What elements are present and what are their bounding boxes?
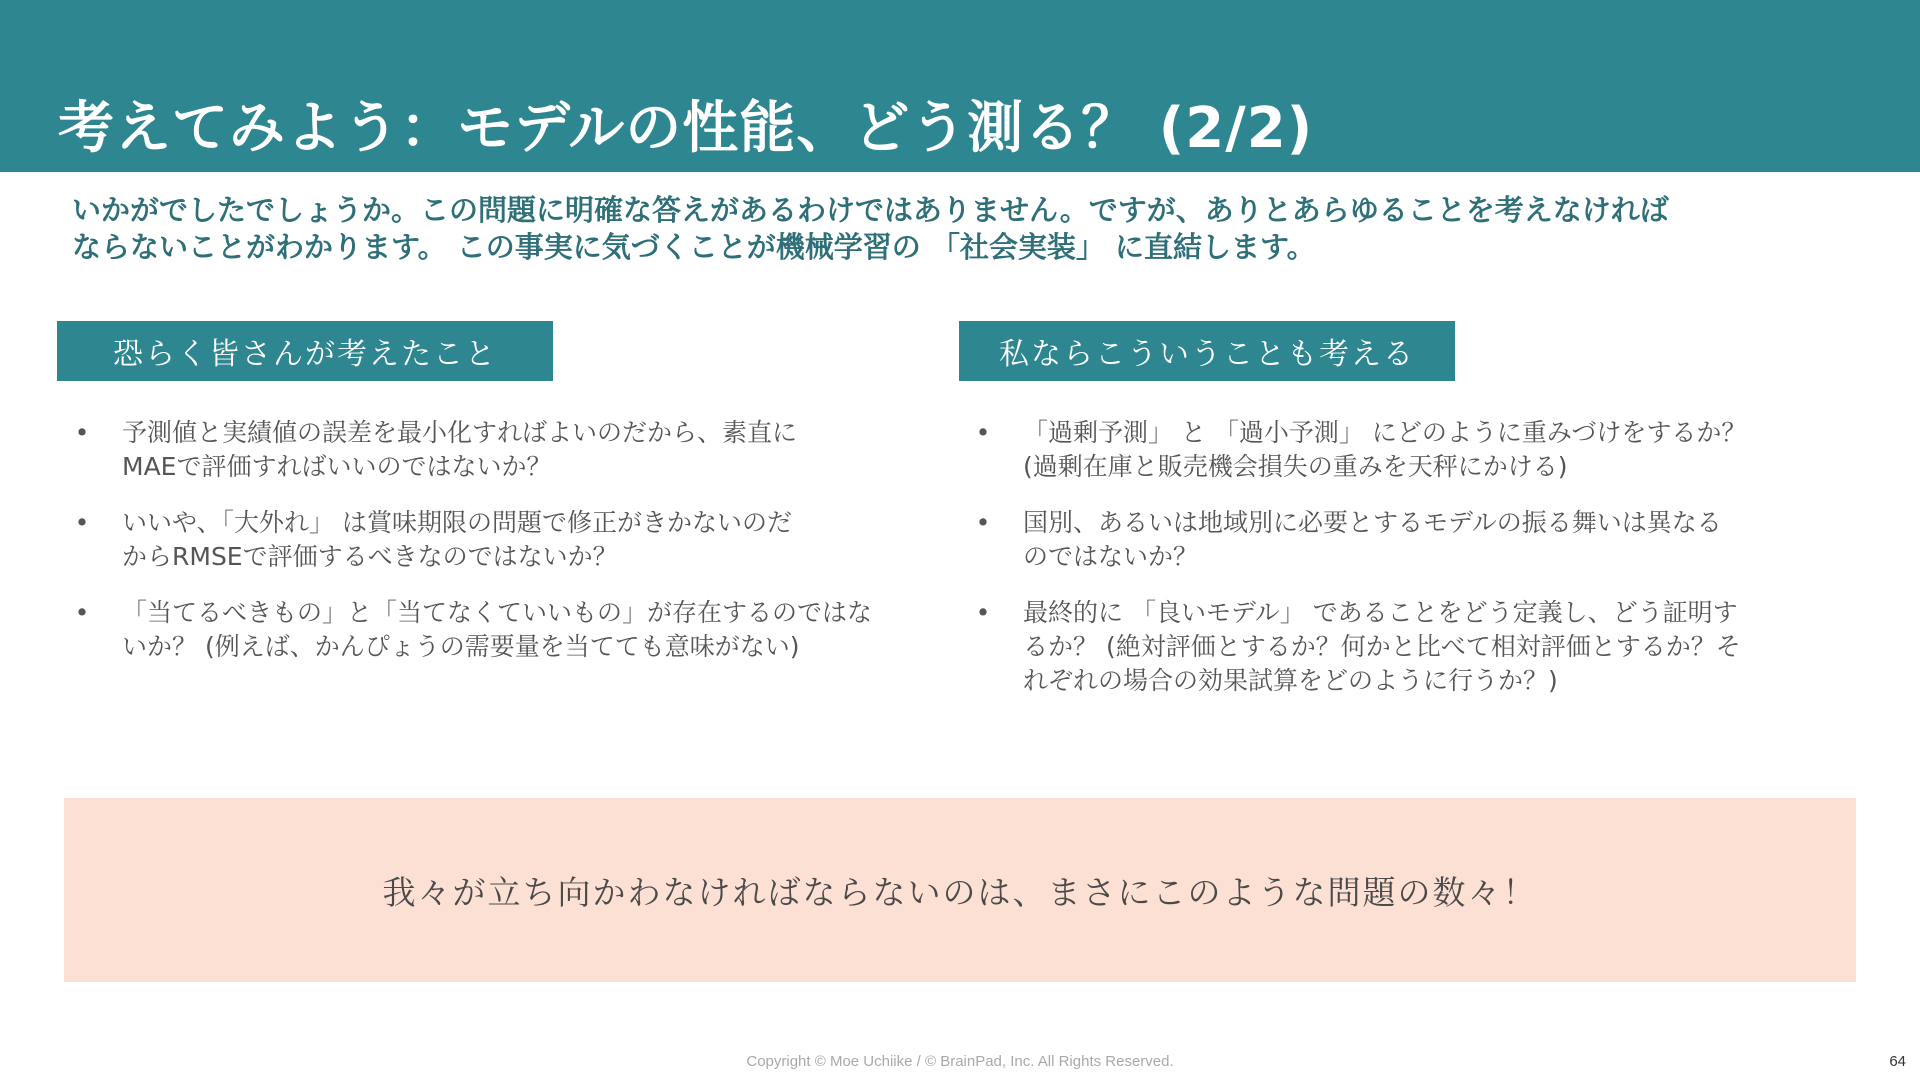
intro-line: ならないことがわかります。 この事実に気づくことが機械学習の 「社会実装」 に直結します。 [72,230,1316,264]
bullet-line: MAEで評価すればいいのではないか？ [122,452,552,481]
bullet-dot: • [74,598,90,627]
bullet-line: 最終的に 「良いモデル」 であることをどう定義し、どう証明す [1023,598,1738,627]
right-column-header: 私ならこういうことも考える [959,321,1455,381]
list-item [973,596,1853,698]
slide-title: 考えてみよう：モデルの性能、どう測る？ (2/2) [58,96,1314,161]
bullet-line: (過剰在庫と販売機会損失の重みを天秤にかける) [1023,452,1568,481]
list-item [72,596,912,664]
bullet-line: からRMSEで評価するべきなのではないか？ [122,542,618,571]
list-item [72,416,912,484]
bullet-line: 予測値と実績値の誤差を最小化すればよいのだから、素直に [122,418,798,447]
callout-text: 我々が立ち向かわなければならないのは、まさにこのような問題の数々！ [382,872,1538,912]
list-item [973,416,1853,484]
bullet-dot: • [975,508,991,537]
list-item [72,506,912,574]
copyright-footer: Copyright © Moe Uchiike / © BrainPad, Inc. All Rights Reserved. [746,1053,1174,1070]
bullet-line: のではないか？ [1023,542,1199,571]
bullet-line: 国別、あるいは地域別に必要とするモデルの振る舞いは異なる [1023,508,1722,537]
intro-line: いかがでしたでしょうか。この問題に明確な答えがあるわけではありません。ですが、ありとあらゆることを考えなければ [72,193,1669,227]
page-number: 64 [1889,1053,1906,1070]
intro-text [72,192,1862,266]
bullet-line: 「過剰予測」 と 「過小予測」 にどのように重みづけをするか？ [1023,418,1747,447]
bullet-line: るか？ (絶対評価とするか？何かと比べて相対評価とするか？そ [1023,632,1741,661]
bullet-dot: • [74,508,90,537]
bullet-dot: • [975,418,991,447]
callout-box [64,798,1856,982]
bullet-dot: • [74,418,90,447]
bullet-line: れぞれの場合の効果試算をどのように行うか？) [1023,666,1558,695]
bullet-line: 「当てるべきもの」と「当てなくていいもの」が存在するのではな [122,598,873,627]
bullet-dot: • [975,598,991,627]
left-bullet-list [72,416,912,686]
list-item [973,506,1853,574]
left-column-header: 恐らく皆さんが考えたこと [57,321,553,381]
right-bullet-list [973,416,1853,720]
bullet-line: いか？ (例えば、かんぴょうの需要量を当てても意味がない) [122,632,800,661]
bullet-line: いいや、「大外れ」 は賞味期限の問題で修正がきかないのだ [122,508,792,537]
